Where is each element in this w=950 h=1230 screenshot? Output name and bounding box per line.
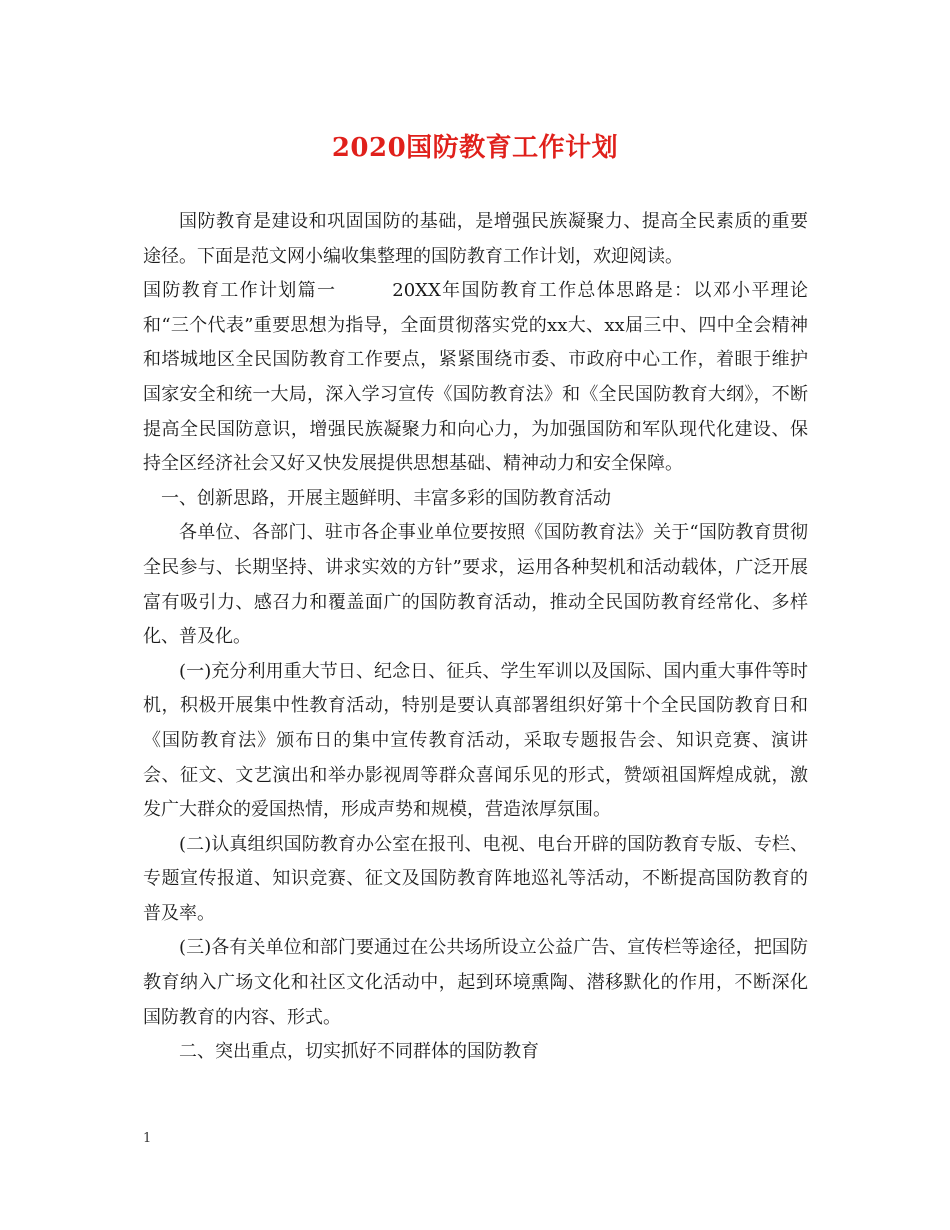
page-number: 1 xyxy=(143,1131,152,1146)
intro-paragraph: 国防教育是建设和巩固国防的基础，是增强民族凝聚力、提高全民素质的重要途径。下面是范文网小编收集整理的国防教育工作计划，欢迎阅读。 xyxy=(143,211,808,267)
section-label: 国防教育工作计划篇一 xyxy=(143,280,337,302)
section-heading-2: 二、突出重点，切实抓好不同群体的国防教育 xyxy=(179,1041,539,1063)
section-paragraph xyxy=(143,274,808,482)
document-body xyxy=(143,205,808,1070)
list-item-3: (三)各有关单位和部门要通过在公共场所设立公益广告、宣传栏等途径，把国防教育纳入广场文化和社区文化活动中，起到环境熏陶、潜移默化的作用，不断深化国防教育的内容、形式。 xyxy=(143,937,808,1028)
paragraph-1: 各单位、各部门、驻市各企事业单位要按照《国防教育法》关于“国防教育贯彻全民参与、长期坚持、讲求实效的方针”要求，运用各种契机和活动载体，广泛开展富有吸引力、感召力和覆盖面广的国防教育活动，推动全民国防教育经常化、多样化、普及化。 xyxy=(143,522,808,648)
list-item-1: (一)充分利用重大节日、纪念日、征兵、学生军训以及国际、国内重大事件等时机，积极开展集中性教育活动，特别是要认真部署组织好第十个全民国防教育日和《国防教育法》颁布日的集中宣传教育活动，采取专题报告会、知识竞赛、演讲会、征文、文艺演出和举办影视周等群众喜闻乐见的形式，赞颂祖国辉煌成就，激发广大群众的爱国热情，形成声势和规模，营造浓厚氛围。 xyxy=(143,660,808,821)
list-item-2: (二)认真组织国防教育办公室在报刊、电视、电台开辟的国防教育专版、专栏、专题宣传报道、知识竞赛、征文及国防教育阵地巡礼等活动，不断提高国防教育的普及率。 xyxy=(143,833,808,924)
section-text: 20XX年国防教育工作总体思路是：以邓小平理论和“三个代表”重要思想为指导，全面贯彻落实党的xx大、xx届三中、四中全会精神和塔城地区全民国防教育工作要点，紧紧围绕市委、市政府中心工作，着眼于维护国家安全和统一大局，深入学习宣传《国防教育法》和《全民国防教育大纲》，不断提高全民国防意识，增强民族凝聚力和向心力，为加强国防和军队现代化建设、保持全区经济社会又好又快发展提供思想基础、精神动力和安全保障。 xyxy=(143,280,809,475)
document-title: 2020国防教育工作计划 xyxy=(331,133,619,163)
section-heading-1: 一、创新思路，开展主题鲜明、丰富多彩的国防教育活动 xyxy=(161,487,611,509)
